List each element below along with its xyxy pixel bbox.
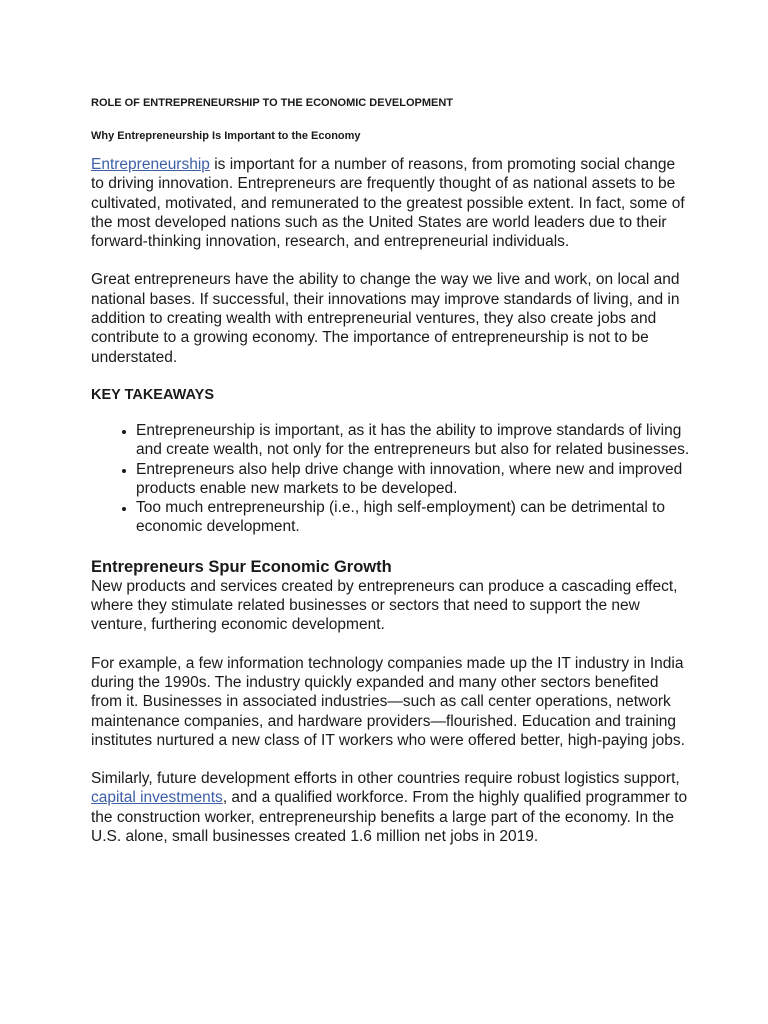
- key-takeaways-list: [91, 421, 691, 537]
- paragraph-similarly: [91, 769, 691, 846]
- list-item: • Too much entrepreneurship (i.e., high self-employment) can be detrimental to economic development.: [136, 498, 691, 537]
- entrepreneurship-link[interactable]: Entrepreneurship: [91, 156, 210, 173]
- paragraph-intro-text: is important for a number of reasons, from promoting social change to driving innovation. Entrepreneurs are frequently thought of as national assets to be cultivated, motivated, and remunerated to the greatest possible extent. In fact, some of the most developed nations such as the United States are world leaders due to their forward-thinking innovation, research, and entrepreneurial individuals.: [91, 156, 685, 251]
- paragraph-example-india: For example, a few information technology companies made up the IT industry in India during the 1990s. The industry quickly expanded and many other sectors benefited from it. Businesses in associated industries—such as call center operations, network maintenance companies, and hardware providers—flourished. Education and training institutes nurtured a new class of IT workers who were offered better, high-paying jobs.: [91, 654, 685, 749]
- paragraph-similarly-before: Similarly, future development efforts in other countries require robust logistics support,: [91, 770, 680, 788]
- document-title: ROLE OF ENTREPRENEURSHIP TO THE ECONOMIC DEVELOPMENT: [91, 97, 454, 109]
- paragraph-intro: [91, 155, 691, 251]
- document-subtitle: Why Entrepreneurship Is Important to the Economy: [91, 130, 361, 142]
- list-item: • Entrepreneurship is important, as it has the ability to improve standards of living and create wealth, not only for the entrepreneurs but also for related businesses.: [136, 421, 691, 460]
- list-item: • Entrepreneurs also help drive change with innovation, where new and improved products enable new markets to be developed.: [136, 460, 691, 499]
- paragraph-new-products: New products and services created by entrepreneurs can produce a cascading effect, where they stimulate related businesses or sectors that need to support the new venture, furthering economic development.: [91, 577, 678, 634]
- capital-investments-link[interactable]: capital investments: [91, 789, 223, 807]
- document-page: [91, 96, 691, 865]
- paragraph-great-entrepreneurs: Great entrepreneurs have the ability to change the way we live and work, on local and national bases. If successful, their innovations may improve standards of living, and in addition to creating wealth with entrepreneurial ventures, they also create jobs and contribute to a growing economy. The importance of entrepreneurship is not to be understated.: [91, 271, 680, 366]
- section-heading: Entrepreneurs Spur Economic Growth: [91, 557, 392, 576]
- key-takeaways-label: KEY TAKEAWAYS: [91, 386, 215, 403]
- paragraph-similarly-after: , and a qualified workforce. From the highly qualified programmer to the construction worker, entrepreneurship benefits a large part of the economy. In the U.S. alone, small businesses created 1.6 million net jobs in 2019.: [91, 789, 688, 846]
